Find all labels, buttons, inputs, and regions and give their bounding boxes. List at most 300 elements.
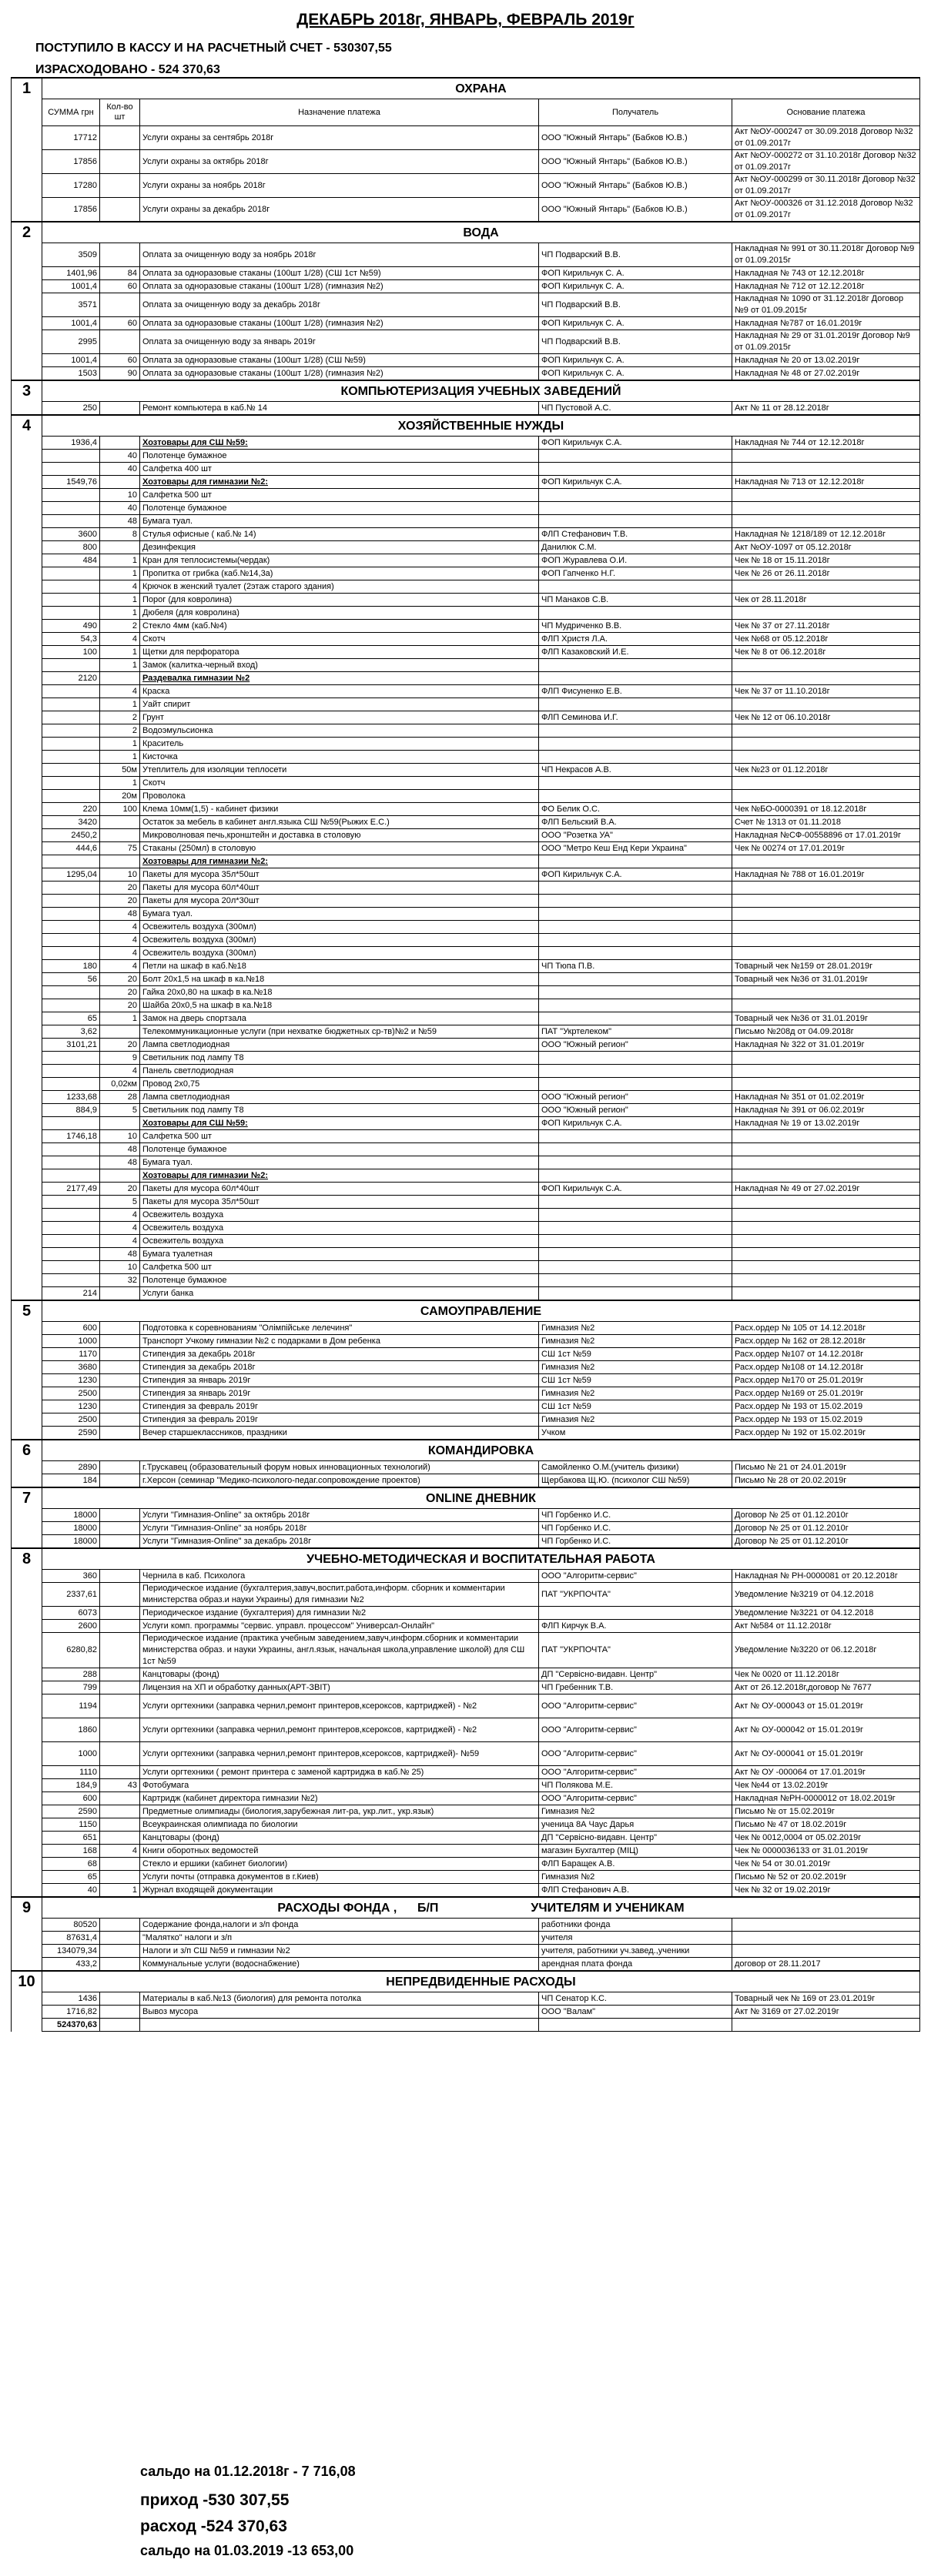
section-spacer xyxy=(12,243,42,267)
row-purpose: Скотч xyxy=(140,777,539,790)
table-row xyxy=(12,567,920,580)
row-qty xyxy=(100,437,140,450)
section-header xyxy=(12,1300,920,1322)
section-spacer xyxy=(12,489,42,502)
row-recipient xyxy=(539,751,732,764)
row-basis xyxy=(732,1274,920,1287)
section-spacer xyxy=(12,528,42,541)
row-recipient: работники фонда xyxy=(539,1919,732,1932)
row-basis xyxy=(732,1932,920,1945)
row-basis xyxy=(732,502,920,515)
row-purpose: Светильник под лампу Т8 xyxy=(140,1104,539,1117)
row-qty xyxy=(100,174,140,198)
row-purpose: Полотенце бумажное xyxy=(140,502,539,515)
row-recipient xyxy=(539,895,732,908)
section-spacer xyxy=(12,620,42,633)
row-sum: 214 xyxy=(42,1287,100,1301)
row-sum xyxy=(42,947,100,960)
table-row xyxy=(12,463,920,476)
table-row xyxy=(12,1779,920,1792)
table-row xyxy=(12,1261,920,1274)
row-sum: 2500 xyxy=(42,1413,100,1427)
row-purpose: Крючок в женский туалет (2этаж старого здания) xyxy=(140,580,539,594)
row-qty: 28 xyxy=(100,1091,140,1104)
row-basis: Чек № 37 от 27.11.2018г xyxy=(732,620,920,633)
row-qty xyxy=(100,1681,140,1694)
row-sum: 1549,76 xyxy=(42,476,100,489)
row-recipient xyxy=(539,1235,732,1248)
section-spacer xyxy=(12,1474,42,1488)
table-row xyxy=(12,1104,920,1117)
section-spacer xyxy=(12,437,42,450)
row-recipient: ФОП Гапченко Н.Г. xyxy=(539,567,732,580)
row-recipient xyxy=(539,659,732,672)
section-spacer xyxy=(12,1091,42,1104)
section-spacer xyxy=(12,1387,42,1400)
spent-line: ИЗРАСХОДОВАНО - 524 370,63 xyxy=(35,63,220,76)
row-purpose: Пакеты для мусора 35л*50шт xyxy=(140,1196,539,1209)
section-number: 4 xyxy=(12,415,42,437)
section-spacer xyxy=(12,685,42,698)
row-purpose: Остаток за мебель в кабинет англ.языка СШ №59(Рыжих Е.С.) xyxy=(140,816,539,829)
row-basis: Накладная №СФ-00558896 от 17.01.2019г xyxy=(732,829,920,842)
row-qty: 1 xyxy=(100,698,140,711)
row-recipient: ЧП Горбенко И.С. xyxy=(539,1522,732,1535)
table-row xyxy=(12,1509,920,1522)
row-qty: 60 xyxy=(100,354,140,367)
row-sum: 220 xyxy=(42,803,100,816)
row-purpose: Всеукраинская олимпиада по биологии xyxy=(140,1818,539,1832)
row-sum: 6073 xyxy=(42,1607,100,1620)
row-qty: 2 xyxy=(100,620,140,633)
row-qty xyxy=(100,243,140,267)
table-row xyxy=(12,367,920,381)
row-purpose: Болт 20х1,5 на шкаф в ка.№18 xyxy=(140,973,539,986)
section-number: 5 xyxy=(12,1300,42,1322)
row-purpose: Освежитель воздуха (300мл) xyxy=(140,921,539,934)
row-recipient: ФОП Журавлева О.И. xyxy=(539,554,732,567)
row-recipient: ООО "Алгоритм-сервис" xyxy=(539,1694,732,1718)
table-row xyxy=(12,1992,920,2006)
row-qty xyxy=(100,1871,140,1884)
row-purpose: Уайт спирит xyxy=(140,698,539,711)
row-recipient xyxy=(539,973,732,986)
row-basis: Накладная № 788 от 16.01.2019г xyxy=(732,868,920,882)
row-basis: Накладная № 744 от 12.12.2018г xyxy=(732,437,920,450)
row-qty: 4 xyxy=(100,921,140,934)
row-recipient: ФОП Кирильчук С.А. xyxy=(539,868,732,882)
row-recipient: ФОП Кирильчук С. А. xyxy=(539,354,732,367)
row-purpose: Бумага туал. xyxy=(140,515,539,528)
row-purpose: Дюбеля (для ковролина) xyxy=(140,607,539,620)
page-title: ДЕКАБРЬ 2018г, ЯНВАРЬ, ФЕВРАЛЬ 2019г xyxy=(296,11,635,28)
row-purpose: Освежитель воздуха xyxy=(140,1235,539,1248)
row-purpose: Клема 10мм(1,5) - кабинет физики xyxy=(140,803,539,816)
section-spacer xyxy=(12,1919,42,1932)
table-row xyxy=(12,947,920,960)
row-sum: 18000 xyxy=(42,1509,100,1522)
section-title: САМОУПРАВЛЕНИЕ xyxy=(42,1300,920,1322)
row-purpose: Оплата за одноразовые стаканы (100шт 1/28) (СШ 1ст №59) xyxy=(140,267,539,280)
row-basis xyxy=(732,659,920,672)
row-recipient xyxy=(539,999,732,1012)
row-qty: 48 xyxy=(100,1143,140,1156)
table-row xyxy=(12,198,920,222)
row-qty xyxy=(100,126,140,150)
row-recipient: ЧП Пустовой А.С. xyxy=(539,402,732,416)
table-row xyxy=(12,402,920,416)
row-recipient: Гимназия №2 xyxy=(539,1387,732,1400)
row-qty xyxy=(100,1348,140,1361)
row-recipient: ООО "Южный регион" xyxy=(539,1091,732,1104)
row-recipient: ФЛП Христя Л.А. xyxy=(539,633,732,646)
row-qty: 40 xyxy=(100,463,140,476)
section-spacer xyxy=(12,267,42,280)
row-recipient xyxy=(539,1222,732,1235)
table-row xyxy=(12,1718,920,1742)
table-row xyxy=(12,1012,920,1025)
row-sum xyxy=(42,607,100,620)
section-title: ВОДА xyxy=(42,222,920,243)
row-purpose: Петли на шкаф в каб.№18 xyxy=(140,960,539,973)
row-purpose: Кран для теплосистемы(чердак) xyxy=(140,554,539,567)
row-purpose: Периодическое издание (бухгалтерия) для гимназии №2 xyxy=(140,1607,539,1620)
row-purpose: Вывоз мусора xyxy=(140,2006,539,2019)
row-recipient xyxy=(539,698,732,711)
table-row xyxy=(12,1694,920,1718)
table-row xyxy=(12,1348,920,1361)
section-number: 6 xyxy=(12,1440,42,1461)
row-sum: 3101,21 xyxy=(42,1039,100,1052)
table-row xyxy=(12,1065,920,1078)
section-spacer xyxy=(12,1461,42,1474)
section-spacer xyxy=(12,1235,42,1248)
row-qty xyxy=(100,1509,140,1522)
row-sum: 56 xyxy=(42,973,100,986)
row-purpose: Проволока xyxy=(140,790,539,803)
row-purpose: Услуги оргтехники (заправка чернил,ремонт принтеров,ксероксов, картриджей)- №59 xyxy=(140,1742,539,1766)
table-row xyxy=(12,908,920,921)
row-purpose: Бумага туал. xyxy=(140,1156,539,1169)
row-recipient: ЧП Манаков С.В. xyxy=(539,594,732,607)
table-row xyxy=(12,243,920,267)
row-purpose: Ремонт компьютера в каб.№ 14 xyxy=(140,402,539,416)
row-basis xyxy=(732,947,920,960)
row-purpose: Порог (для ковролина) xyxy=(140,594,539,607)
row-qty xyxy=(100,1818,140,1832)
row-qty xyxy=(100,150,140,174)
table-row xyxy=(12,594,920,607)
row-sum: 2120 xyxy=(42,672,100,685)
table-row xyxy=(12,1474,920,1488)
column-header-row xyxy=(12,99,920,126)
section-spacer xyxy=(12,1832,42,1845)
row-qty: 20 xyxy=(100,986,140,999)
row-recipient: ФОП Кирильчук С. А. xyxy=(539,280,732,293)
row-recipient: ФЛП Семинова И.Г. xyxy=(539,711,732,724)
total-empty xyxy=(732,2019,920,2032)
row-recipient: ФОП Кирильчук С.А. xyxy=(539,476,732,489)
section-spacer xyxy=(12,607,42,620)
row-purpose: Освежитель воздуха xyxy=(140,1209,539,1222)
row-sum xyxy=(42,1248,100,1261)
section-spacer xyxy=(12,1052,42,1065)
section-spacer xyxy=(12,895,42,908)
section-spacer xyxy=(12,947,42,960)
row-qty xyxy=(100,1694,140,1718)
section-spacer xyxy=(12,1668,42,1681)
row-qty xyxy=(100,1832,140,1845)
section-spacer xyxy=(12,541,42,554)
section-spacer xyxy=(12,1509,42,1522)
row-sum xyxy=(42,751,100,764)
table-row xyxy=(12,711,920,724)
row-basis: договор от 28.11.2017 xyxy=(732,1958,920,1972)
section-spacer xyxy=(12,450,42,463)
row-purpose: Салфетка 500 шт xyxy=(140,489,539,502)
section-spacer xyxy=(12,672,42,685)
row-sum: 17856 xyxy=(42,198,100,222)
row-purpose: Оплата за одноразовые стаканы (100шт 1/28) (СШ №59) xyxy=(140,354,539,367)
row-qty: 4 xyxy=(100,1845,140,1858)
row-basis xyxy=(732,1156,920,1169)
section-number: 8 xyxy=(12,1548,42,1570)
row-qty: 40 xyxy=(100,502,140,515)
column-header-qty: Кол-во шт xyxy=(100,99,140,126)
row-purpose: Водоэмульсионка xyxy=(140,724,539,738)
row-qty xyxy=(100,1992,140,2006)
row-basis: Чек № 18 от 15.11.2018г xyxy=(732,554,920,567)
row-qty: 20 xyxy=(100,1183,140,1196)
row-recipient: Гимназия №2 xyxy=(539,1805,732,1818)
expense-table xyxy=(11,77,920,2032)
row-qty: 1 xyxy=(100,1012,140,1025)
table-row xyxy=(12,174,920,198)
section-spacer xyxy=(12,1583,42,1607)
balance-end: сальдо на 01.03.2019 -13 653,00 xyxy=(140,2543,354,2558)
row-recipient: ООО "Южный регион" xyxy=(539,1039,732,1052)
row-qty xyxy=(100,293,140,317)
section-spacer xyxy=(12,1222,42,1235)
row-recipient: магазин Бухгалтер (МІЦ) xyxy=(539,1845,732,1858)
table-row xyxy=(12,1156,920,1169)
table-row xyxy=(12,934,920,947)
row-purpose: Микроволновая печь,кронштейн и доставка в столовую xyxy=(140,829,539,842)
table-row xyxy=(12,620,920,633)
row-qty xyxy=(100,1474,140,1488)
table-row xyxy=(12,1583,920,1607)
section-number: 3 xyxy=(12,380,42,402)
row-recipient: ООО "Южный Янтарь" (Бабков Ю.В.) xyxy=(539,150,732,174)
row-recipient: ООО "Южный Янтарь" (Бабков Ю.В.) xyxy=(539,198,732,222)
row-qty: 48 xyxy=(100,908,140,921)
row-qty xyxy=(100,1535,140,1549)
row-basis: Акт №ОУ-1097 от 05.12.2018г xyxy=(732,541,920,554)
row-sum xyxy=(42,999,100,1012)
section-spacer xyxy=(12,1718,42,1742)
row-basis: Чек № 0012,0004 от 05.02.2019г xyxy=(732,1832,920,1845)
table-row xyxy=(12,607,920,620)
row-sum xyxy=(42,1117,100,1130)
table-row xyxy=(12,855,920,868)
row-basis: Расх.ордер № 193 от 15.02.2019 xyxy=(732,1400,920,1413)
row-sum xyxy=(42,594,100,607)
row-purpose: Оплата за очищенную воду за декабрь 2018г xyxy=(140,293,539,317)
row-qty: 60 xyxy=(100,280,140,293)
row-basis xyxy=(732,1052,920,1065)
row-sum: 1150 xyxy=(42,1818,100,1832)
row-purpose: Полотенце бумажное xyxy=(140,450,539,463)
section-spacer xyxy=(12,1818,42,1832)
section-spacer xyxy=(12,1620,42,1633)
row-sum: 3600 xyxy=(42,528,100,541)
table-row xyxy=(12,1805,920,1818)
table-row xyxy=(12,1052,920,1065)
row-sum xyxy=(42,1274,100,1287)
row-basis: Акт № ОУ-000041 от 15.01.2019г xyxy=(732,1742,920,1766)
table-row xyxy=(12,1427,920,1440)
row-purpose: Оплата за одноразовые стаканы (100шт 1/28) (гимназия №2) xyxy=(140,367,539,381)
section-spacer xyxy=(12,1348,42,1361)
row-recipient xyxy=(539,1607,732,1620)
row-qty xyxy=(100,1287,140,1301)
section-spacer xyxy=(12,402,42,416)
row-purpose: Услуги комп. программы "сервис. управл. процессом" Универсал-Онлайн" xyxy=(140,1620,539,1633)
section-spacer xyxy=(12,174,42,198)
row-sum xyxy=(42,1235,100,1248)
section-spacer xyxy=(12,1025,42,1039)
row-recipient xyxy=(539,777,732,790)
section-spacer xyxy=(12,1766,42,1779)
table-row xyxy=(12,672,920,685)
row-purpose: Оплата за очищенную воду за январь 2019г xyxy=(140,330,539,354)
section-spacer xyxy=(12,803,42,816)
balance-start: сальдо на 01.12.2018г - 7 716,08 xyxy=(140,2464,356,2479)
row-sum: 1401,96 xyxy=(42,267,100,280)
table-row xyxy=(12,724,920,738)
row-qty xyxy=(100,829,140,842)
row-recipient xyxy=(539,1065,732,1078)
table-row xyxy=(12,1287,920,1301)
section-spacer xyxy=(12,2019,42,2032)
row-basis xyxy=(732,777,920,790)
row-basis: Расх.ордер № 192 от 15.02.2019г xyxy=(732,1427,920,1440)
table-row xyxy=(12,437,920,450)
row-sum: 65 xyxy=(42,1871,100,1884)
row-basis xyxy=(732,607,920,620)
table-row xyxy=(12,1742,920,1766)
row-sum: 2590 xyxy=(42,1805,100,1818)
section-spacer xyxy=(12,502,42,515)
section-spacer xyxy=(12,868,42,882)
row-sum: 18000 xyxy=(42,1535,100,1549)
row-basis: Письмо № 52 от 20.02.2019г xyxy=(732,1871,920,1884)
row-sum xyxy=(42,1169,100,1183)
row-recipient: ЧП Горбенко И.С. xyxy=(539,1509,732,1522)
row-qty xyxy=(100,1025,140,1039)
table-row xyxy=(12,1274,920,1287)
row-qty: 10 xyxy=(100,489,140,502)
row-sum: 68 xyxy=(42,1858,100,1871)
row-purpose: Светильник под лампу Т8 xyxy=(140,1052,539,1065)
row-qty: 32 xyxy=(100,1274,140,1287)
row-recipient: ПАТ "УКРПОЧТА" xyxy=(539,1583,732,1607)
row-recipient: ООО "Южный Янтарь" (Бабков Ю.В.) xyxy=(539,174,732,198)
row-basis: Уведомление №3219 от 04.12.2018 xyxy=(732,1583,920,1607)
row-basis: Письмо № 21 от 24.01.2019г xyxy=(732,1461,920,1474)
table-row xyxy=(12,1039,920,1052)
row-purpose: Услуги охраны за сентябрь 2018г xyxy=(140,126,539,150)
row-qty: 48 xyxy=(100,1156,140,1169)
row-recipient: ООО "Розетка УА" xyxy=(539,829,732,842)
row-recipient: арендная плата фонда xyxy=(539,1958,732,1972)
row-purpose: г.Херсон (семинар "Медико-психолого-педаг.сопровождение проектов) xyxy=(140,1474,539,1488)
table-row xyxy=(12,1792,920,1805)
row-sum: 168 xyxy=(42,1845,100,1858)
row-basis xyxy=(732,489,920,502)
row-purpose: Лицензия на ХП и обработку данных(АРТ-ЗВІТ) xyxy=(140,1681,539,1694)
row-sum xyxy=(42,986,100,999)
row-sum: 1233,68 xyxy=(42,1091,100,1104)
row-sum xyxy=(42,1209,100,1222)
row-sum xyxy=(42,1261,100,1274)
row-sum: 250 xyxy=(42,402,100,416)
row-recipient: ЧП Подварский В.В. xyxy=(539,293,732,317)
table-row xyxy=(12,1335,920,1348)
row-basis: Чек №23 от 01.12.2018г xyxy=(732,764,920,777)
table-row xyxy=(12,330,920,354)
row-sum: 2890 xyxy=(42,1461,100,1474)
row-recipient: ООО "Алгоритм-сервис" xyxy=(539,1766,732,1779)
row-basis: Накладная № РН-0000081 от 20.12.2018г xyxy=(732,1570,920,1583)
row-qty xyxy=(100,1718,140,1742)
row-recipient xyxy=(539,515,732,528)
section-spacer xyxy=(12,1400,42,1413)
row-purpose: Стипендия за февраль 2019г xyxy=(140,1400,539,1413)
table-row xyxy=(12,1235,920,1248)
table-row xyxy=(12,317,920,330)
section-spacer xyxy=(12,973,42,986)
table-row xyxy=(12,1130,920,1143)
row-basis: Накладная № 1218/189 от 12.12.2018г xyxy=(732,528,920,541)
row-purpose: Гайка 20х0,80 на шкаф в ка.№18 xyxy=(140,986,539,999)
row-sum xyxy=(42,659,100,672)
row-purpose: Картридж (кабинет директора гимназии №2) xyxy=(140,1792,539,1805)
row-qty: 20 xyxy=(100,1039,140,1052)
row-basis: Товарный чек №36 от 31.01.2019г xyxy=(732,973,920,986)
row-sum: 180 xyxy=(42,960,100,973)
section-spacer xyxy=(12,150,42,174)
row-qty: 1 xyxy=(100,567,140,580)
row-basis: Акт № 11 от 28.12.2018г xyxy=(732,402,920,416)
row-recipient: ЧП Гребенник Т.В. xyxy=(539,1681,732,1694)
table-row xyxy=(12,698,920,711)
row-qty: 9 xyxy=(100,1052,140,1065)
section-spacer xyxy=(12,1958,42,1972)
row-basis: Расх.ордер № 193 от 15.02.2019 xyxy=(732,1413,920,1427)
row-purpose: Оплата за очищенную воду за ноябрь 2018г xyxy=(140,243,539,267)
row-recipient xyxy=(539,1156,732,1169)
row-purpose: Услуги "Гимназия-Online" за ноябрь 2018г xyxy=(140,1522,539,1535)
row-purpose: Транспорт Учкому гимназии №2 с подарками в Дом ребенка xyxy=(140,1335,539,1348)
row-purpose: Услуги оргтехники ( ремонт принтера с заменой картриджа в каб.№ 25) xyxy=(140,1766,539,1779)
row-basis: Накладная № 48 от 27.02.2019г xyxy=(732,367,920,381)
row-basis: Акт №ОУ-000299 от 30.11.2018г Договор №32 от 01.09.2017г xyxy=(732,174,920,198)
row-sum: 884,9 xyxy=(42,1104,100,1117)
section-spacer xyxy=(12,1570,42,1583)
section-title: ОХРАНА xyxy=(42,78,920,99)
row-basis: Чек №44 от 13.02.2019г xyxy=(732,1779,920,1792)
